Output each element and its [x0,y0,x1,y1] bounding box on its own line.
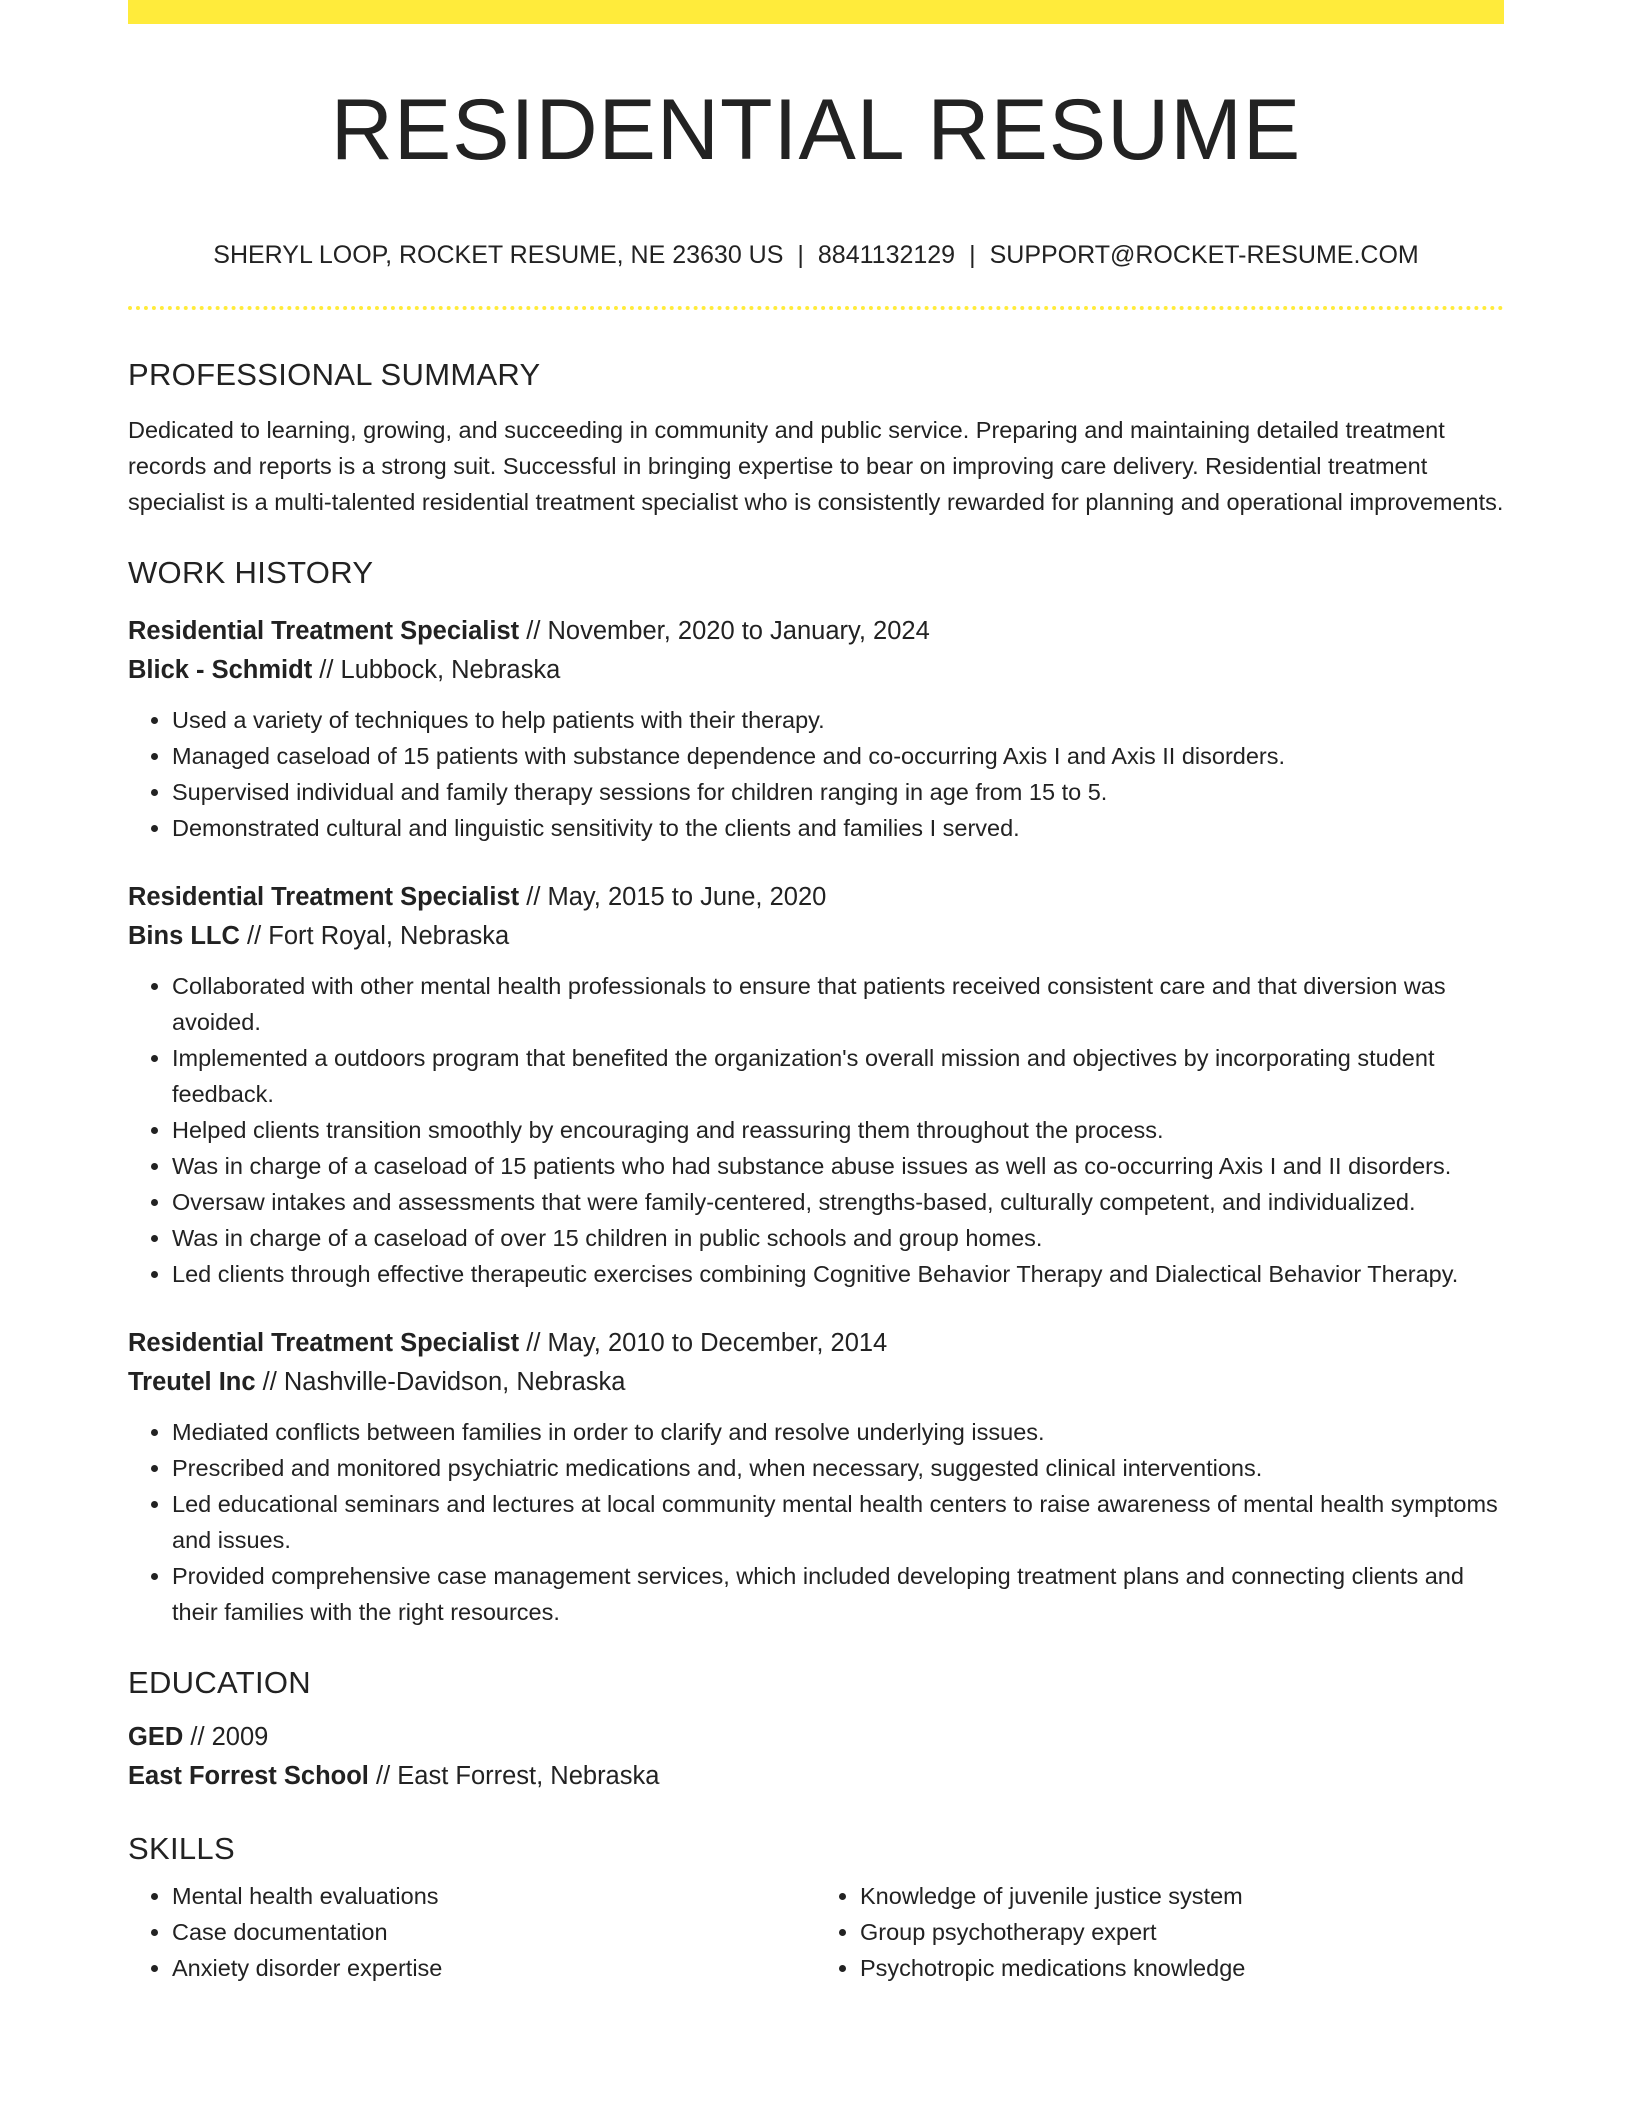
work-history-heading: WORK HISTORY [128,555,374,590]
education-degree-line [128,1718,1504,1757]
skill-item: • Anxiety disorder expertise [172,1950,816,1986]
job-company: Bins LLC [128,922,240,950]
skills-left-column [128,1878,816,1986]
work-history-section [128,550,1504,1630]
contact-separator: | [797,241,804,269]
job-bullet: • Was in charge of a caseload of 15 patients who had substance abuse issues as well as co-occurring Axis I and II disorders. [172,1148,1504,1184]
education-entry [128,1718,1504,1796]
summary-text: Dedicated to learning, growing, and succeeding in community and public service. Preparing and maintaining detailed treatment records and reports is a strong suit. Successful in bringing expertise to bear on improving care delivery. Residential treatment specialist is a multi-talented residential treatment specialist who is consistently rewarded for planning and operational improvements. [128,417,1504,515]
job-company-line [128,1363,1504,1402]
contact-address: SHERYL LOOP, ROCKET RESUME, NE 23630 US [213,241,784,269]
job-entry [128,612,1504,846]
job-title: Residential Treatment Specialist [128,1329,520,1357]
summary-section [128,352,1504,520]
education-degree: GED [128,1723,184,1751]
job-bullets [128,968,1504,1292]
contact-email: SUPPORT@ROCKET-RESUME.COM [989,241,1419,269]
job-bullet: • Was in charge of a caseload of over 15 children in public schools and group homes. [172,1220,1504,1256]
contact-line [128,238,1504,272]
job-location: // Fort Royal, Nebraska [247,922,510,950]
job-bullet: • Helped clients transition smoothly by encouraging and reassuring them throughout the process. [172,1112,1504,1148]
job-bullet: • Led clients through effective therapeutic exercises combining Cognitive Behavior Therapy and Dialectical Behavior Therapy. [172,1256,1504,1292]
job-bullet: • Prescribed and monitored psychiatric medications and, when necessary, suggested clinical interventions. [172,1450,1504,1486]
job-bullet: • Collaborated with other mental health professionals to ensure that patients received consistent care and that diversion was avoided. [172,968,1504,1040]
job-bullet: • Used a variety of techniques to help patients with their therapy. [172,702,1504,738]
job-title: Residential Treatment Specialist [128,883,520,911]
job-bullets [128,1414,1504,1630]
skills-section [128,1826,1504,1986]
job-entry [128,1324,1504,1630]
job-company: Treutel Inc [128,1368,256,1396]
job-bullet: • Implemented a outdoors program that benefited the organization's overall mission and objectives by incorporating student feedback. [172,1040,1504,1112]
job-bullet: • Mediated conflicts between families in order to clarify and resolve underlying issues. [172,1414,1504,1450]
skill-item: • Case documentation [172,1914,816,1950]
education-location: // East Forrest, Nebraska [376,1762,660,1790]
resume-content [128,352,1504,1986]
education-year: // 2009 [190,1723,269,1751]
skill-item: • Psychotropic medications knowledge [860,1950,1504,1986]
job-company: Blick - Schmidt [128,656,313,684]
job-bullet: • Managed caseload of 15 patients with substance dependence and co-occurring Axis I and Axis II disorders. [172,738,1504,774]
job-dates: // November, 2020 to January, 2024 [526,617,930,645]
skill-item: • Mental health evaluations [172,1878,816,1914]
education-heading: EDUCATION [128,1665,311,1700]
education-school: East Forrest School [128,1762,369,1790]
job-title-line [128,612,1504,651]
job-bullet: • Oversaw intakes and assessments that were family-centered, strengths-based, culturally competent, and individualized. [172,1184,1504,1220]
job-dates: // May, 2015 to June, 2020 [526,883,827,911]
skills-right-column [816,1878,1504,1986]
job-location: // Nashville-Davidson, Nebraska [262,1368,626,1396]
skill-item: • Group psychotherapy expert [860,1914,1504,1950]
job-bullet: • Provided comprehensive case management services, which included developing treatment plans and connecting clients and their families with the right resources. [172,1558,1504,1630]
job-title-line [128,1324,1504,1363]
job-bullet: • Supervised individual and family therapy sessions for children ranging in age from 15 to 5. [172,774,1504,810]
contact-separator: | [969,241,976,269]
dotted-divider [128,306,1504,310]
resume-title: RESIDENTIAL RESUME [330,82,1302,178]
job-bullets [128,702,1504,846]
job-location: // Lubbock, Nebraska [319,656,561,684]
summary-heading: PROFESSIONAL SUMMARY [128,357,541,392]
job-company-line [128,651,1504,690]
job-entry [128,878,1504,1292]
skills-columns [128,1878,1504,1986]
job-company-line [128,917,1504,956]
job-title: Residential Treatment Specialist [128,617,520,645]
skills-heading: SKILLS [128,1831,235,1866]
education-section [128,1660,1504,1796]
job-bullet: • Led educational seminars and lectures at local community mental health centers to raise awareness of mental health symptoms and issues. [172,1486,1504,1558]
job-title-line [128,878,1504,917]
top-accent-bar [128,0,1504,24]
skill-item: • Knowledge of juvenile justice system [860,1878,1504,1914]
contact-phone: 8841132129 [817,241,956,269]
education-school-line [128,1757,1504,1796]
job-dates: // May, 2010 to December, 2014 [526,1329,888,1357]
job-bullet: • Demonstrated cultural and linguistic sensitivity to the clients and families I served. [172,810,1504,846]
